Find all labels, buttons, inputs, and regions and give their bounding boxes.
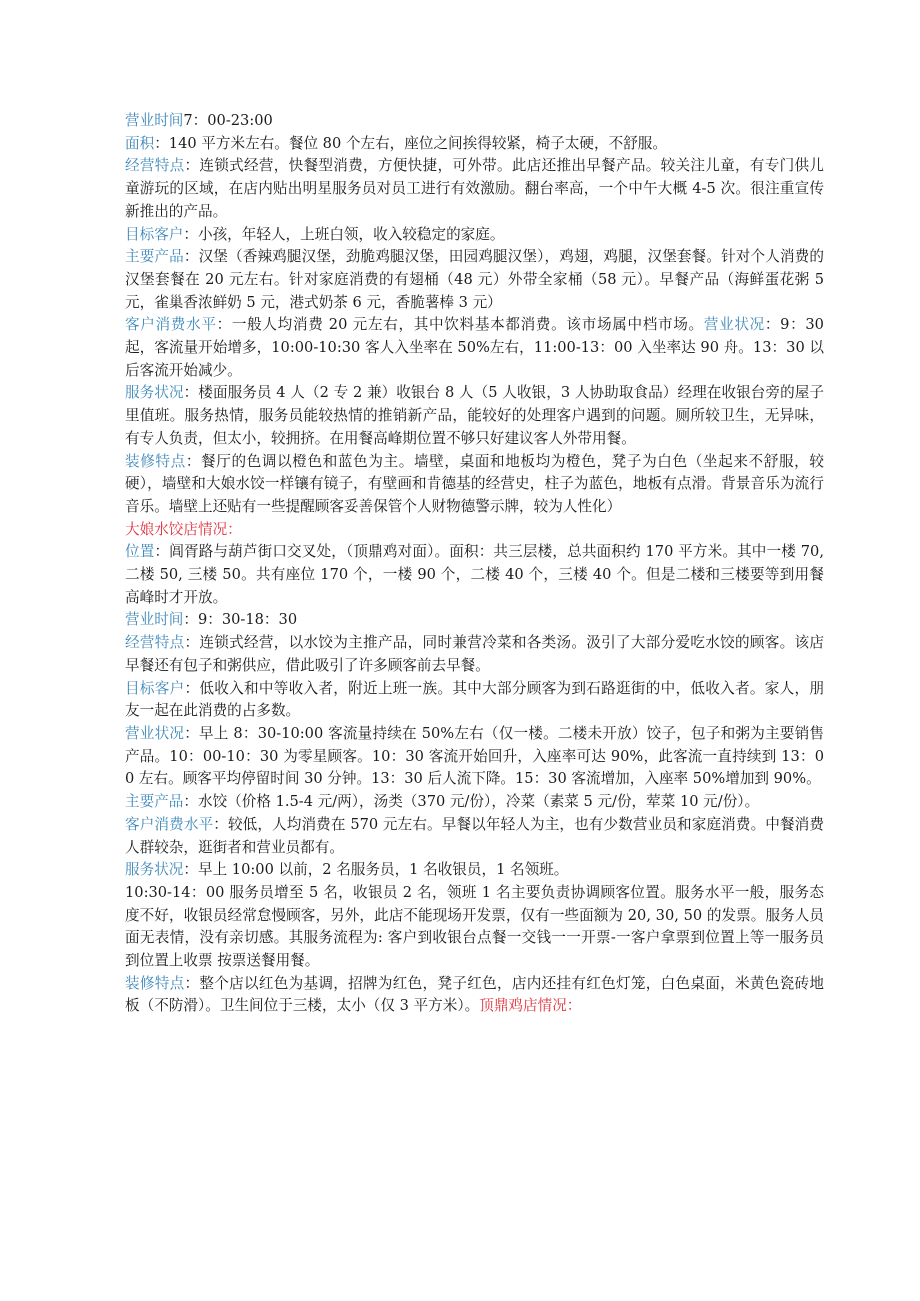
para-text: ：较低，人均消费在 570 元左右。早餐以年轻人为主，也有少数营业员和家庭消费。中餐消费人群较杂，逛街者和营业员都有。	[125, 815, 824, 856]
kfc-target-customers	[125, 224, 824, 247]
para-label: 服务状况	[125, 384, 184, 402]
para-label: 营业状况	[703, 316, 765, 334]
dumpling-business-features	[125, 632, 824, 677]
dumpling-location	[125, 541, 824, 609]
kfc-decoration	[125, 451, 824, 519]
para-text: ：水饺（价格 1.5-4 元/两），汤类（370 元/份），冷菜（素菜 5 元/份，荤菜 10 元/份）。	[183, 793, 760, 811]
para-label: 装修特点	[125, 452, 186, 470]
para-text: 10:30-14：00 服务员增至 5 名，收银员 2 名，领班 1 名主要负责协调顾客位置。服务水平一般，服务态度不好，收银员经常怠慢顾客，另外，此店不能现场开发票，仅有一些面额为 20, 30, 50 的发票。服务人员面无表情，没有亲切感。其服务流程为: 客户到收银台点餐一交钱一一开票-一客户拿票到位置上等一服务员到位置上收票 按票送餐用餐。	[125, 883, 824, 970]
para-label: 主要产品	[125, 793, 184, 811]
para-label: 目标客户	[125, 679, 185, 697]
para-label: 服务状况	[125, 861, 184, 879]
para-text: ：连锁式经营，以水饺为主推产品，同时兼营冷菜和各类汤。汲引了大部分爱吃水饺的顾客。该店早餐还有包子和粥供应，借此吸引了许多顾客前去早餐。	[125, 634, 824, 674]
para-text: ：早上 10:00 以前，2 名服务员，1 名收银员，1 名领班。	[183, 861, 569, 879]
para-label: 客户消费水平	[125, 316, 217, 334]
para-label: 经营特点	[125, 157, 185, 175]
kfc-main-products	[125, 246, 824, 314]
para-label: 客户消费水平	[125, 815, 214, 833]
dumpling-consumption-level	[125, 814, 824, 859]
para-text: ：小孩，年轻人，上班白领，收入较稳定的家庭。	[183, 225, 505, 243]
section-heading: 顶鼎鸡店情况：	[479, 997, 582, 1015]
dumpling-target-customers	[125, 678, 824, 723]
kfc-business-features	[125, 155, 824, 223]
dumpling-service-status	[125, 859, 824, 882]
para-text: ：9：30-18：30	[183, 611, 298, 629]
para-text: ：餐厅的色调以橙色和蓝色为主。墙壁，桌面和地板均为橙色，凳子为白色（坐起来不舒服，较硬），墙壁和大娘水饺一样镶有镜子，有壁画和肯德基的经营史，柱子为蓝色，地板有点滑。背景音乐为流行音乐。墙壁上还贴有一些提醒顾客妥善保管个人财物德警示牌，较为人性化）	[125, 452, 824, 515]
para-text: 7：00-23:00	[183, 112, 273, 129]
kfc-hours	[125, 110, 824, 133]
para-text: ：140 平方米左右。餐位 80 个左右，座位之间挨得较紧，椅子太硬，不舒服。	[154, 134, 667, 152]
kfc-service-status	[125, 382, 824, 450]
para-label: 营业时间	[125, 112, 184, 129]
dumpling-main-products	[125, 791, 824, 814]
section-heading-dumpling	[125, 519, 824, 542]
para-label: 营业时间	[125, 611, 184, 629]
para-label: 经营特点	[125, 634, 185, 652]
para-label: 营业状况	[125, 724, 185, 742]
para-text: ：低收入和中等收入者，附近上班一族。其中大部分顾客为到石路逛街的中，低收入者。家人，朋友一起在此消费的占多数。	[125, 679, 824, 720]
dumpling-decoration	[125, 973, 824, 1018]
para-text: ：阊胥路与葫芦街口交叉处，（顶鼎鸡对面）。面积：共三层楼，总共面积约 170 平方米。其中一楼 70, 二楼 50, 三楼 50。共有座位 170 个，一楼 90 个，二楼 40 个，三楼 40 个。但是二楼和三楼要等到用餐高峰时才开放。	[125, 543, 824, 606]
para-text: ：连锁式经营，快餐型消费，方便快捷，可外带。此店还推出早餐产品。较关注儿童，有专门供儿童游玩的区域，在店内贴出明星服务员对员工进行有效激励。翻台率高，一个中午大概 4-5 次。很注重宣传新推出的产品。	[125, 157, 824, 220]
dumpling-service-detail	[125, 882, 824, 973]
para-text: ：汉堡（香辣鸡腿汉堡，劲脆鸡腿汉堡，田园鸡腿汉堡），鸡翅，鸡腿，汉堡套餐。针对个人消费的汉堡套餐在 20 元左右。针对家庭消费的有翅桶（48 元）外带全家桶（58 元）。早餐产品（海鲜蛋花粥 5 元，雀巢香浓鲜奶 5 元，港式奶茶 6 元，香脆薯棒 3 元）	[125, 248, 824, 311]
para-text: ：早上 8：30-10:00 客流量持续在 50%左右（仅一楼。二楼未开放）饺子，包子和粥为主要销售产品。10：00-10：30 为零星顾客。10：30 客流开始回升，入座率可达 90%，此客流一直持续到 13：00 左右。顾客平均停留时间 30 分钟。13：30 后人流下降。15：30 客流增加，入座率 50%增加到 90%。	[125, 724, 824, 788]
para-text: ：整个店以红色为基调，招牌为红色，凳子红色，店内还挂有红色灯笼，白色桌面，米黄色瓷砖地板（不防滑）。卫生间位于三楼，太小（仅 3 平方米）。	[125, 974, 824, 1015]
section-heading: 大娘水饺店情况：	[125, 520, 242, 538]
para-label: 位置	[125, 543, 155, 561]
para-text: ：一般人均消费 20 元左右，其中饮料基本都消费。该市场属中档市场。	[216, 316, 704, 334]
para-text: ：9：30 起，客流量开始增多，10:00-10:30 客人入坐率在 50%左右，11:00-13：00 入坐率达 90 舟。13：30 以后客流开始减少。	[125, 316, 824, 379]
dumpling-hours	[125, 609, 824, 632]
para-label: 目标客户	[125, 225, 184, 243]
dumpling-business-status	[125, 723, 824, 791]
kfc-area	[125, 133, 824, 156]
para-label: 装修特点	[125, 974, 185, 992]
para-text: ：楼面服务员 4 人（2 专 2 兼）收银台 8 人（5 人收银，3 人协助取食品）经理在收银台旁的屋子里值班。服务热情，服务员能较热情的推销新产品，能较好的处理客户遇到的问题。厕所较卫生，无异味，有专人负责，但太小，较拥挤。在用餐高峰期位置不够只好建议客人外带用餐。	[125, 384, 824, 447]
kfc-consumption-level	[125, 314, 824, 382]
para-label: 主要产品	[125, 248, 184, 266]
para-label: 面积	[125, 134, 155, 152]
